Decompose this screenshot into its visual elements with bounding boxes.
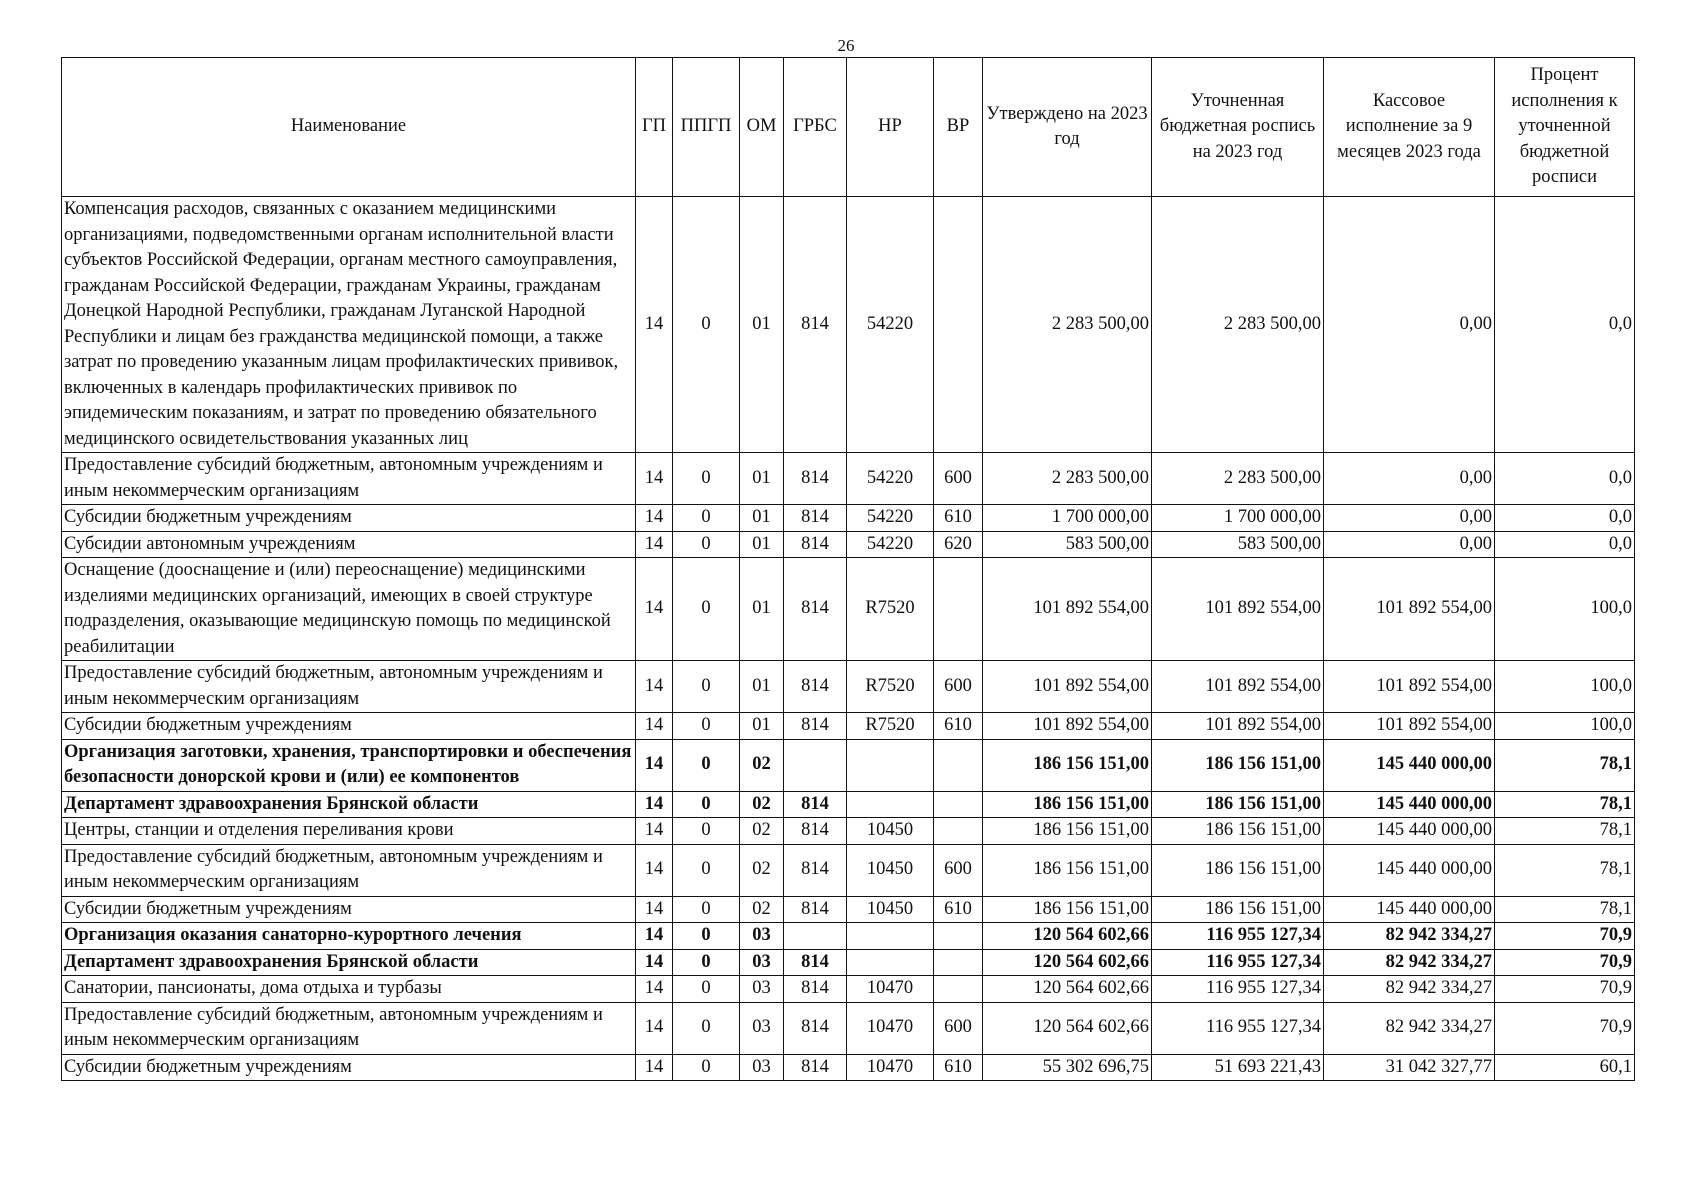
cell-vr — [934, 739, 983, 791]
cell-nr: 54220 — [847, 197, 934, 453]
cell-vr — [934, 818, 983, 845]
budget-table — [61, 57, 1635, 1081]
cell-revised: 116 955 127,34 — [1152, 976, 1324, 1003]
cell-nr: 10470 — [847, 976, 934, 1003]
cell-cash: 0,00 — [1324, 453, 1495, 505]
table-row — [62, 923, 1635, 950]
cell-nr: 54220 — [847, 531, 934, 558]
cell-grbs: 814 — [784, 844, 847, 896]
table-row — [62, 531, 1635, 558]
cell-name: Субсидии бюджетным учреждениям — [62, 896, 636, 923]
cell-name: Департамент здравоохранения Брянской области — [62, 791, 636, 818]
cell-approved: 186 156 151,00 — [983, 818, 1152, 845]
cell-approved: 186 156 151,00 — [983, 791, 1152, 818]
cell-percent: 70,9 — [1495, 1002, 1635, 1054]
cell-grbs: 814 — [784, 453, 847, 505]
cell-approved: 186 156 151,00 — [983, 844, 1152, 896]
cell-percent: 78,1 — [1495, 844, 1635, 896]
cell-vr — [934, 791, 983, 818]
cell-nr — [847, 791, 934, 818]
cell-om: 02 — [740, 791, 784, 818]
cell-nr: 10450 — [847, 844, 934, 896]
header-gp: ГП — [636, 58, 673, 197]
cell-revised: 101 892 554,00 — [1152, 661, 1324, 713]
cell-ppgp: 0 — [673, 818, 740, 845]
cell-nr: 54220 — [847, 505, 934, 532]
cell-percent: 0,0 — [1495, 505, 1635, 532]
cell-grbs: 814 — [784, 818, 847, 845]
cell-ppgp: 0 — [673, 558, 740, 661]
table-header — [62, 58, 1635, 197]
cell-name: Субсидии бюджетным учреждениям — [62, 505, 636, 532]
table-row — [62, 505, 1635, 532]
cell-ppgp: 0 — [673, 505, 740, 532]
cell-vr: 610 — [934, 896, 983, 923]
cell-cash: 0,00 — [1324, 197, 1495, 453]
table-row — [62, 739, 1635, 791]
table-row — [62, 1054, 1635, 1081]
header-vr: ВР — [934, 58, 983, 197]
cell-revised: 116 955 127,34 — [1152, 923, 1324, 950]
table-row — [62, 558, 1635, 661]
cell-ppgp: 0 — [673, 923, 740, 950]
cell-name: Предоставление субсидий бюджетным, автономным учреждениям и иным некоммерческим организациям — [62, 661, 636, 713]
cell-percent: 70,9 — [1495, 949, 1635, 976]
cell-approved: 1 700 000,00 — [983, 505, 1152, 532]
cell-revised: 101 892 554,00 — [1152, 713, 1324, 740]
cell-approved: 583 500,00 — [983, 531, 1152, 558]
cell-om: 01 — [740, 558, 784, 661]
cell-percent: 100,0 — [1495, 713, 1635, 740]
cell-name: Организация оказания санаторно-курортного лечения — [62, 923, 636, 950]
cell-nr: 10470 — [847, 1054, 934, 1081]
cell-nr: 10450 — [847, 818, 934, 845]
cell-name: Субсидии бюджетным учреждениям — [62, 713, 636, 740]
cell-name: Департамент здравоохранения Брянской области — [62, 949, 636, 976]
cell-approved: 101 892 554,00 — [983, 558, 1152, 661]
cell-cash: 82 942 334,27 — [1324, 1002, 1495, 1054]
cell-nr — [847, 923, 934, 950]
cell-gp: 14 — [636, 818, 673, 845]
cell-percent: 100,0 — [1495, 558, 1635, 661]
cell-gp: 14 — [636, 661, 673, 713]
cell-cash: 0,00 — [1324, 531, 1495, 558]
cell-vr: 610 — [934, 505, 983, 532]
cell-gp: 14 — [636, 949, 673, 976]
cell-approved: 120 564 602,66 — [983, 976, 1152, 1003]
cell-cash: 145 440 000,00 — [1324, 896, 1495, 923]
cell-gp: 14 — [636, 923, 673, 950]
cell-vr: 600 — [934, 1002, 983, 1054]
cell-revised: 186 156 151,00 — [1152, 739, 1324, 791]
cell-cash: 101 892 554,00 — [1324, 661, 1495, 713]
cell-approved: 2 283 500,00 — [983, 197, 1152, 453]
cell-om: 03 — [740, 923, 784, 950]
cell-revised: 583 500,00 — [1152, 531, 1324, 558]
cell-ppgp: 0 — [673, 1054, 740, 1081]
header-cash: Кассовое исполнение за 9 месяцев 2023 года — [1324, 58, 1495, 197]
cell-vr: 600 — [934, 844, 983, 896]
cell-ppgp: 0 — [673, 661, 740, 713]
header-ppgp: ППГП — [673, 58, 740, 197]
cell-grbs: 814 — [784, 713, 847, 740]
cell-ppgp: 0 — [673, 713, 740, 740]
header-revised: Уточненная бюджетная роспись на 2023 год — [1152, 58, 1324, 197]
cell-om: 02 — [740, 896, 784, 923]
header-approved: Утверждено на 2023 год — [983, 58, 1152, 197]
cell-gp: 14 — [636, 791, 673, 818]
cell-approved: 186 156 151,00 — [983, 896, 1152, 923]
cell-revised: 186 156 151,00 — [1152, 896, 1324, 923]
cell-grbs: 814 — [784, 1002, 847, 1054]
table-row — [62, 197, 1635, 453]
cell-nr: R7520 — [847, 558, 934, 661]
cell-grbs: 814 — [784, 558, 847, 661]
cell-name: Центры, станции и отделения переливания крови — [62, 818, 636, 845]
cell-ppgp: 0 — [673, 976, 740, 1003]
cell-percent: 70,9 — [1495, 923, 1635, 950]
cell-grbs: 814 — [784, 791, 847, 818]
cell-revised: 186 156 151,00 — [1152, 818, 1324, 845]
cell-percent: 78,1 — [1495, 818, 1635, 845]
cell-om: 03 — [740, 1002, 784, 1054]
cell-ppgp: 0 — [673, 896, 740, 923]
cell-percent: 70,9 — [1495, 976, 1635, 1003]
cell-vr: 620 — [934, 531, 983, 558]
cell-name: Субсидии бюджетным учреждениям — [62, 1054, 636, 1081]
cell-om: 03 — [740, 1054, 784, 1081]
table-row — [62, 949, 1635, 976]
cell-vr — [934, 923, 983, 950]
header-name: Наименование — [62, 58, 636, 197]
cell-grbs: 814 — [784, 949, 847, 976]
header-nr: НР — [847, 58, 934, 197]
cell-approved: 120 564 602,66 — [983, 1002, 1152, 1054]
cell-nr: R7520 — [847, 661, 934, 713]
cell-name: Организация заготовки, хранения, транспортировки и обеспечения безопасности донорской крови и (или) ее компонентов — [62, 739, 636, 791]
cell-ppgp: 0 — [673, 949, 740, 976]
cell-revised: 116 955 127,34 — [1152, 1002, 1324, 1054]
cell-percent: 0,0 — [1495, 531, 1635, 558]
cell-revised: 51 693 221,43 — [1152, 1054, 1324, 1081]
cell-ppgp: 0 — [673, 844, 740, 896]
cell-gp: 14 — [636, 739, 673, 791]
cell-name: Оснащение (дооснащение и (или) переоснащение) медицинскими изделиями медицинских организаций, имеющих в своей структуре подразделения, оказывающие медицинскую помощь по медицинской реабилитации — [62, 558, 636, 661]
cell-vr: 600 — [934, 661, 983, 713]
header-percent: Процент исполнения к уточненной бюджетной росписи — [1495, 58, 1635, 197]
cell-gp: 14 — [636, 844, 673, 896]
cell-gp: 14 — [636, 558, 673, 661]
table-row — [62, 453, 1635, 505]
cell-percent: 0,0 — [1495, 453, 1635, 505]
cell-grbs: 814 — [784, 976, 847, 1003]
cell-ppgp: 0 — [673, 791, 740, 818]
cell-percent: 78,1 — [1495, 791, 1635, 818]
cell-cash: 145 440 000,00 — [1324, 739, 1495, 791]
cell-om: 03 — [740, 949, 784, 976]
cell-ppgp: 0 — [673, 739, 740, 791]
cell-revised: 186 156 151,00 — [1152, 844, 1324, 896]
table-row — [62, 896, 1635, 923]
table-row — [62, 661, 1635, 713]
cell-revised: 2 283 500,00 — [1152, 197, 1324, 453]
cell-approved: 186 156 151,00 — [983, 739, 1152, 791]
cell-gp: 14 — [636, 713, 673, 740]
cell-percent: 60,1 — [1495, 1054, 1635, 1081]
cell-gp: 14 — [636, 1054, 673, 1081]
cell-grbs: 814 — [784, 1054, 847, 1081]
cell-gp: 14 — [636, 531, 673, 558]
cell-cash: 0,00 — [1324, 505, 1495, 532]
cell-nr: R7520 — [847, 713, 934, 740]
cell-grbs: 814 — [784, 896, 847, 923]
cell-grbs: 814 — [784, 531, 847, 558]
cell-vr — [934, 558, 983, 661]
cell-name: Субсидии автономным учреждениям — [62, 531, 636, 558]
cell-gp: 14 — [636, 197, 673, 453]
cell-approved: 2 283 500,00 — [983, 453, 1152, 505]
table-row — [62, 1002, 1635, 1054]
cell-om: 01 — [740, 661, 784, 713]
cell-ppgp: 0 — [673, 531, 740, 558]
cell-gp: 14 — [636, 976, 673, 1003]
cell-ppgp: 0 — [673, 453, 740, 505]
cell-grbs — [784, 923, 847, 950]
cell-vr: 610 — [934, 713, 983, 740]
cell-cash: 145 440 000,00 — [1324, 791, 1495, 818]
cell-vr: 600 — [934, 453, 983, 505]
cell-gp: 14 — [636, 453, 673, 505]
cell-nr: 10450 — [847, 896, 934, 923]
cell-vr — [934, 976, 983, 1003]
cell-cash: 101 892 554,00 — [1324, 558, 1495, 661]
cell-om: 01 — [740, 453, 784, 505]
cell-cash: 82 942 334,27 — [1324, 949, 1495, 976]
cell-percent: 78,1 — [1495, 896, 1635, 923]
cell-vr — [934, 197, 983, 453]
cell-name: Предоставление субсидий бюджетным, автономным учреждениям и иным некоммерческим организациям — [62, 844, 636, 896]
cell-nr: 54220 — [847, 453, 934, 505]
table-row — [62, 818, 1635, 845]
cell-gp: 14 — [636, 505, 673, 532]
cell-approved: 101 892 554,00 — [983, 661, 1152, 713]
cell-om: 01 — [740, 505, 784, 532]
cell-grbs: 814 — [784, 505, 847, 532]
cell-name: Предоставление субсидий бюджетным, автономным учреждениям и иным некоммерческим организациям — [62, 1002, 636, 1054]
cell-om: 01 — [740, 197, 784, 453]
cell-revised: 1 700 000,00 — [1152, 505, 1324, 532]
cell-om: 03 — [740, 976, 784, 1003]
cell-cash: 145 440 000,00 — [1324, 818, 1495, 845]
cell-grbs: 814 — [784, 661, 847, 713]
cell-vr — [934, 949, 983, 976]
cell-revised: 2 283 500,00 — [1152, 453, 1324, 505]
table-row — [62, 791, 1635, 818]
cell-om: 01 — [740, 531, 784, 558]
cell-name: Компенсация расходов, связанных с оказанием медицинскими организациями, подведомственными органам исполнительной власти субъектов Российской Федерации, органам местного самоуправления, гражданам Российской Федерации, гражданам Украины, гражданам Донецкой Народной Республики, гражданам Луганской Народной Республики и лицам без гражданства медицинской помощи, а также затрат по проведению указанным лицам профилактических прививок, включенных в календарь профилактических прививок по эпидемическим показаниям, и затрат по проведению обязательного медицинского освидетельствования указанных лиц — [62, 197, 636, 453]
cell-ppgp: 0 — [673, 197, 740, 453]
cell-revised: 116 955 127,34 — [1152, 949, 1324, 976]
cell-nr — [847, 739, 934, 791]
cell-gp: 14 — [636, 896, 673, 923]
header-grbs: ГРБС — [784, 58, 847, 197]
page-number: 26 — [837, 36, 855, 55]
cell-revised: 101 892 554,00 — [1152, 558, 1324, 661]
cell-percent: 0,0 — [1495, 197, 1635, 453]
cell-approved: 120 564 602,66 — [983, 949, 1152, 976]
header-om: ОМ — [740, 58, 784, 197]
cell-vr: 610 — [934, 1054, 983, 1081]
cell-name: Санатории, пансионаты, дома отдыха и турбазы — [62, 976, 636, 1003]
cell-approved: 120 564 602,66 — [983, 923, 1152, 950]
cell-nr — [847, 949, 934, 976]
cell-om: 01 — [740, 713, 784, 740]
table-row — [62, 976, 1635, 1003]
cell-om: 02 — [740, 739, 784, 791]
cell-om: 02 — [740, 844, 784, 896]
cell-cash: 31 042 327,77 — [1324, 1054, 1495, 1081]
cell-percent: 100,0 — [1495, 661, 1635, 713]
cell-revised: 186 156 151,00 — [1152, 791, 1324, 818]
table-body — [62, 197, 1635, 1081]
cell-cash: 82 942 334,27 — [1324, 923, 1495, 950]
table-row — [62, 713, 1635, 740]
cell-om: 02 — [740, 818, 784, 845]
cell-gp: 14 — [636, 1002, 673, 1054]
cell-approved: 55 302 696,75 — [983, 1054, 1152, 1081]
cell-cash: 145 440 000,00 — [1324, 844, 1495, 896]
cell-approved: 101 892 554,00 — [983, 713, 1152, 740]
cell-percent: 78,1 — [1495, 739, 1635, 791]
cell-grbs: 814 — [784, 197, 847, 453]
cell-nr: 10470 — [847, 1002, 934, 1054]
cell-ppgp: 0 — [673, 1002, 740, 1054]
cell-cash: 82 942 334,27 — [1324, 976, 1495, 1003]
cell-name: Предоставление субсидий бюджетным, автономным учреждениям и иным некоммерческим организациям — [62, 453, 636, 505]
table-row — [62, 844, 1635, 896]
cell-grbs — [784, 739, 847, 791]
cell-cash: 101 892 554,00 — [1324, 713, 1495, 740]
